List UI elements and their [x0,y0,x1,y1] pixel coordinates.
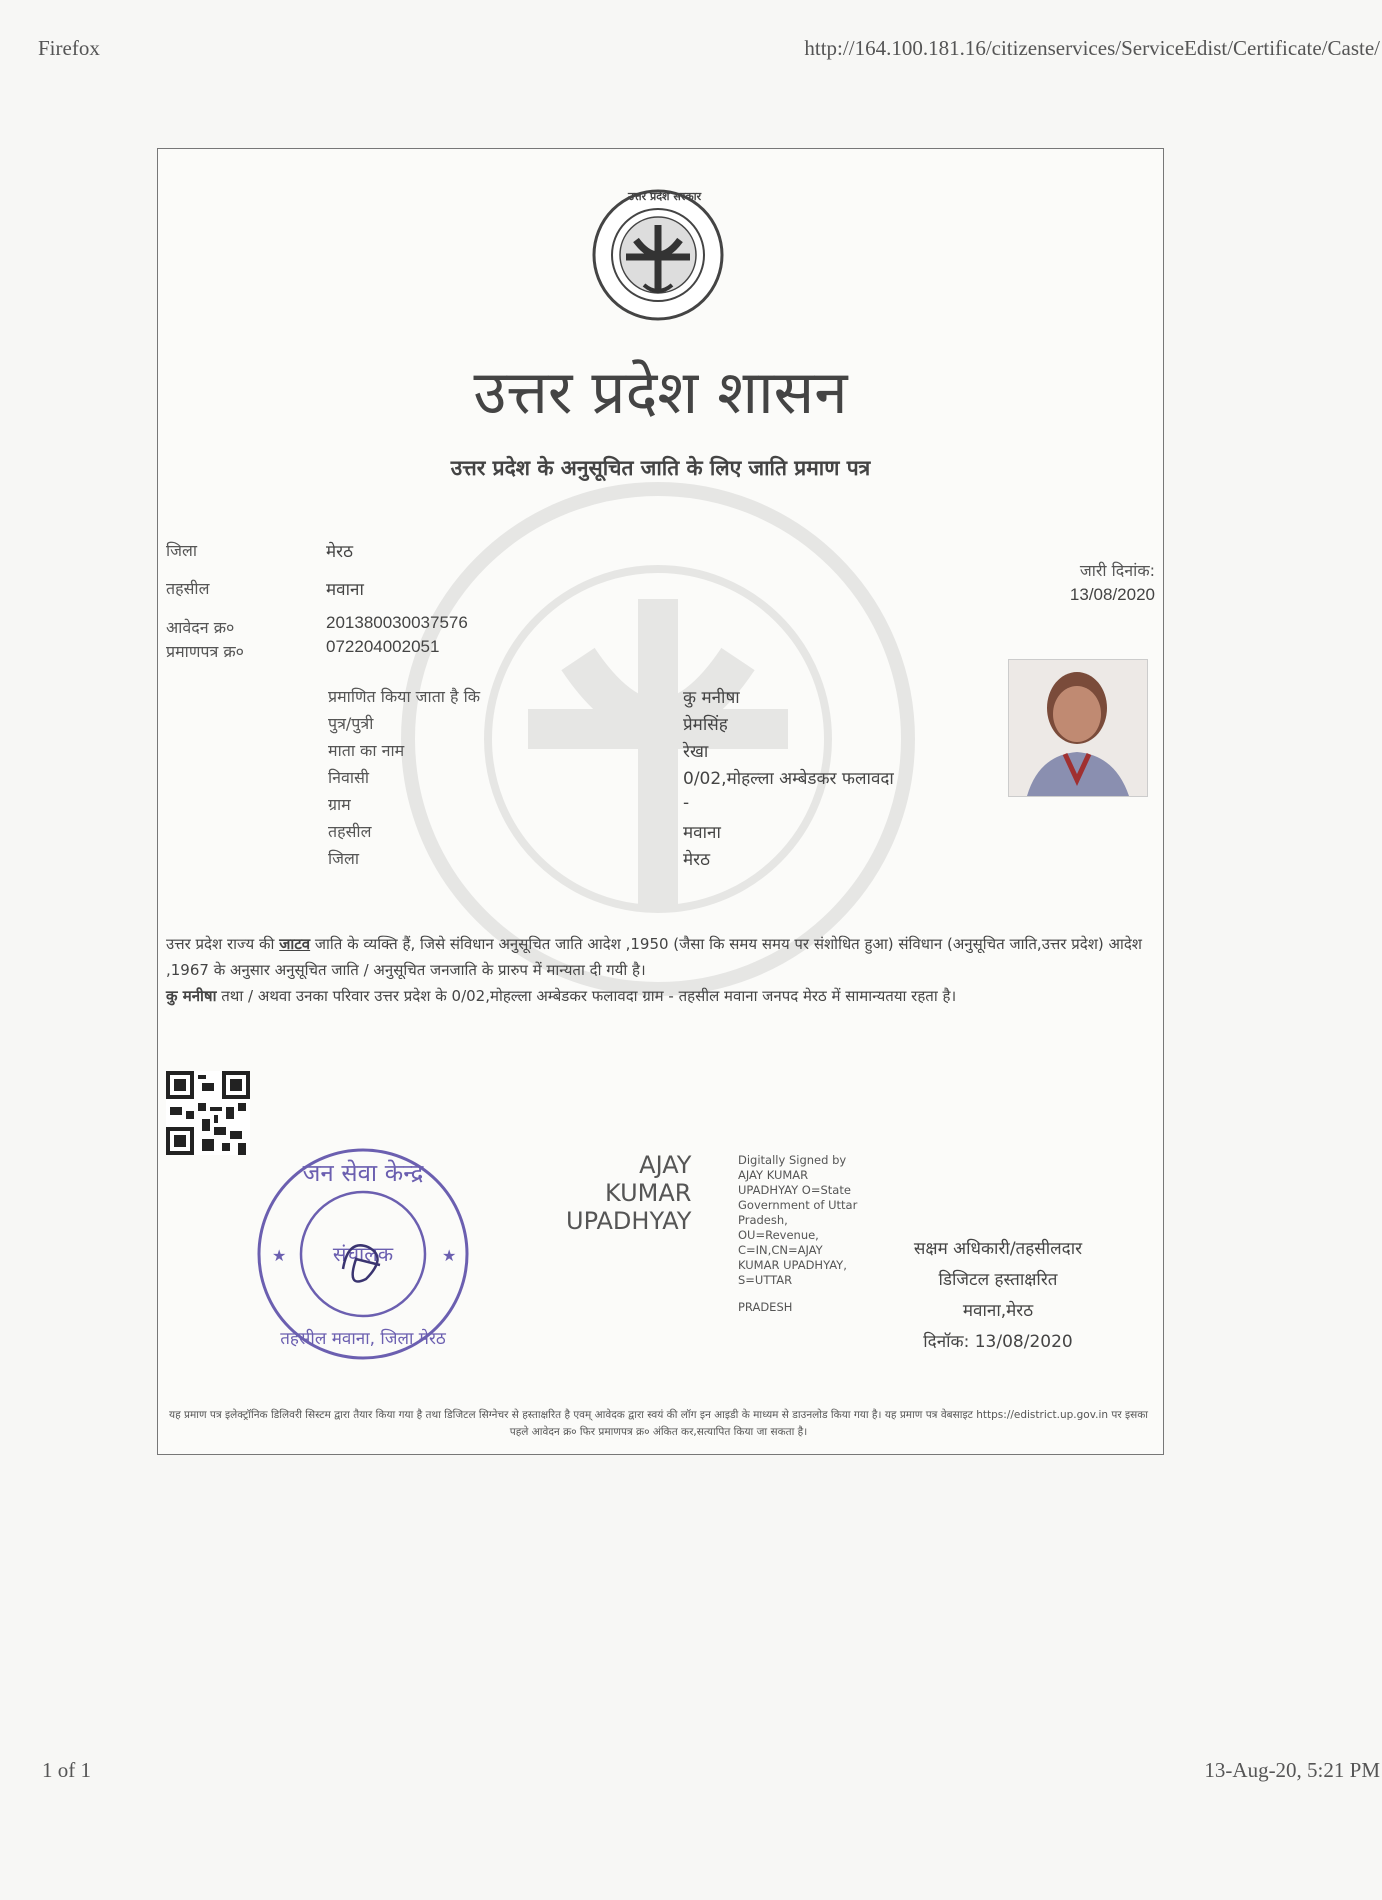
caste-name: जाटव [279,935,311,953]
sign-detail-line: UPADHYAY O=State [738,1183,851,1197]
detail-label-mother: माता का नाम [328,741,405,760]
signer-line-3: UPADHYAY [566,1207,692,1235]
verification-note: यह प्रमाण पत्र इलेक्ट्रॉनिक डिलिवरी सिस्टम द्वारा तैयार किया गया है तथा डिजिटल सिग्नेचर से हस्ताक्षरित है एवम् आवेदक द्वारा स्वयं की लॉग इन आइडी के माध्यम से डाउनलोड किया गया है। यह प्रमाण पत्र वेबसाइट https://edistrict.up.gov.in पर इसका पहले आवेदन क्र० फिर प्रमाणपत्र क्र० अंकित कर,सत्यापित किया जा सकता है। [168,1409,1149,1438]
sign-detail-line: Pradesh, [738,1213,788,1227]
detail-value-parent: प्रेमसिंह [683,715,728,735]
seal-stamp-icon [248,1139,478,1369]
sign-detail-line: AJAY KUMAR [738,1168,809,1182]
sign-detail-line: OU=Revenue, [738,1228,819,1242]
detail-label-certified: प्रमाणित किया जाता है कि [328,687,481,706]
detail-label-resident: निवासी [328,768,370,787]
caste-certificate [157,148,1164,1455]
application-no-label: आवेदन क्र० [166,618,235,637]
officer-designation: सक्षम अधिकारी/तहसीलदार [913,1239,1083,1259]
tehsil-value: मवाना [326,580,364,600]
page-count: 1 of 1 [42,1758,91,1782]
svg-text:★: ★ [442,1246,457,1265]
sign-detail-line: PRADESH [738,1300,793,1314]
body-legal-text: जाति के व्यक्ति हैं, जिसे संविधान अनुसूचित जाति आदेश ,1950 (जैसा कि समय समय पर संशोधित हुआ) संविधान (अनुसूचित जाति,उत्तर प्रदेश) आदेश ,1967 के अनुसार अनुसूचित जाति / अनुसूचित जनजाति के प्रारुप में मान्यता दी गयी है। [166,935,1143,979]
browser-name: Firefox [38,36,100,60]
sign-detail-line: S=UTTAR [738,1273,793,1287]
sign-detail-line: Digitally Signed by [738,1153,847,1167]
sign-detail-line: Government of Uttar [738,1198,858,1212]
certificate-no: 072204002051 [326,637,440,656]
certificate-title: उत्तर प्रदेश के अनुसूचित जाति के लिए जाति प्रमाण पत्र [450,456,871,480]
sign-detail-line: KUMAR UPADHYAY, [738,1258,847,1272]
body-residence-text: तथा / अथवा उनका परिवार उत्तर प्रदेश के 0/02,मोहल्ला अम्बेडकर फलावदा ग्राम - तहसील मवाना जनपद मेरठ में सामान्यतया रहता है। [216,987,957,1005]
officer-location: मवाना,मेरठ [962,1301,1034,1321]
certificate-no-label: प्रमाणपत्र क्र० [166,642,244,661]
print-timestamp: 13-Aug-20, 5:21 PM [1204,1758,1380,1782]
issue-date-block [1070,559,1155,607]
detail-value-district: मेरठ [683,850,710,870]
detail-label-parent: पुत्र/पुत्री [328,714,374,733]
district-label: जिला [166,541,198,560]
officer-digital-signed: डिजिटल हस्ताक्षरित [938,1270,1058,1290]
detail-label-district: जिला [328,849,360,868]
detail-value-mother: रेखा [683,742,709,762]
body-applicant-name: कु मनीषा [166,987,217,1005]
signer-line-2: KUMAR [605,1179,692,1207]
application-no: 201380030037576 [326,613,468,632]
svg-text:★: ★ [272,1246,287,1265]
officer-date: दिनॉक: 13/08/2020 [923,1332,1073,1352]
stamp-text-bottom: तहसील मवाना, जिला मेरठ [280,1329,446,1349]
detail-value-village: - [683,793,690,813]
issue-date-label: जारी दिनांक: [1079,561,1155,580]
detail-value-resident: 0/02,मोहल्ला अम्बेडकर फलावदा [683,769,894,789]
issue-date: 13/08/2020 [1069,585,1155,604]
emblem-text: उत्तर प्रदेश सरकार [628,190,702,203]
digital-signer-name [566,1151,691,1235]
stamp-text-top: जन सेवा केन्द्र [302,1159,424,1187]
detail-value-tehsil: मवाना [683,823,721,843]
applicant-photo [1008,659,1148,797]
certificate-body [166,931,1151,1009]
page-url[interactable]: http://164.100.181.16/citizenservices/ServiceEdist/Certificate/Caste/ [804,36,1380,60]
photo-portrait-icon [1009,660,1147,796]
district-value: मेरठ [326,542,353,562]
gov-title: उत्तर प्रदेश शासन [473,358,848,428]
stamp-text-mid: संचालक [332,1242,394,1266]
detail-label-village: ग्राम [328,795,351,814]
detail-value-name: कु मनीषा [683,688,740,708]
detail-label-tehsil: तहसील [328,822,372,841]
officer-signature-block [898,1234,1098,1358]
tehsil-label: तहसील [166,579,210,598]
sign-detail-line: C=IN,CN=AJAY [738,1243,823,1257]
signer-line-1: AJAY [639,1151,692,1179]
qr-code-icon [166,1071,250,1155]
watermark-emblem-icon [398,479,918,999]
body-intro: उत्तर प्रदेश राज्य की [166,935,280,953]
digital-signature-details [738,1153,888,1315]
up-emblem-icon [588,185,728,325]
